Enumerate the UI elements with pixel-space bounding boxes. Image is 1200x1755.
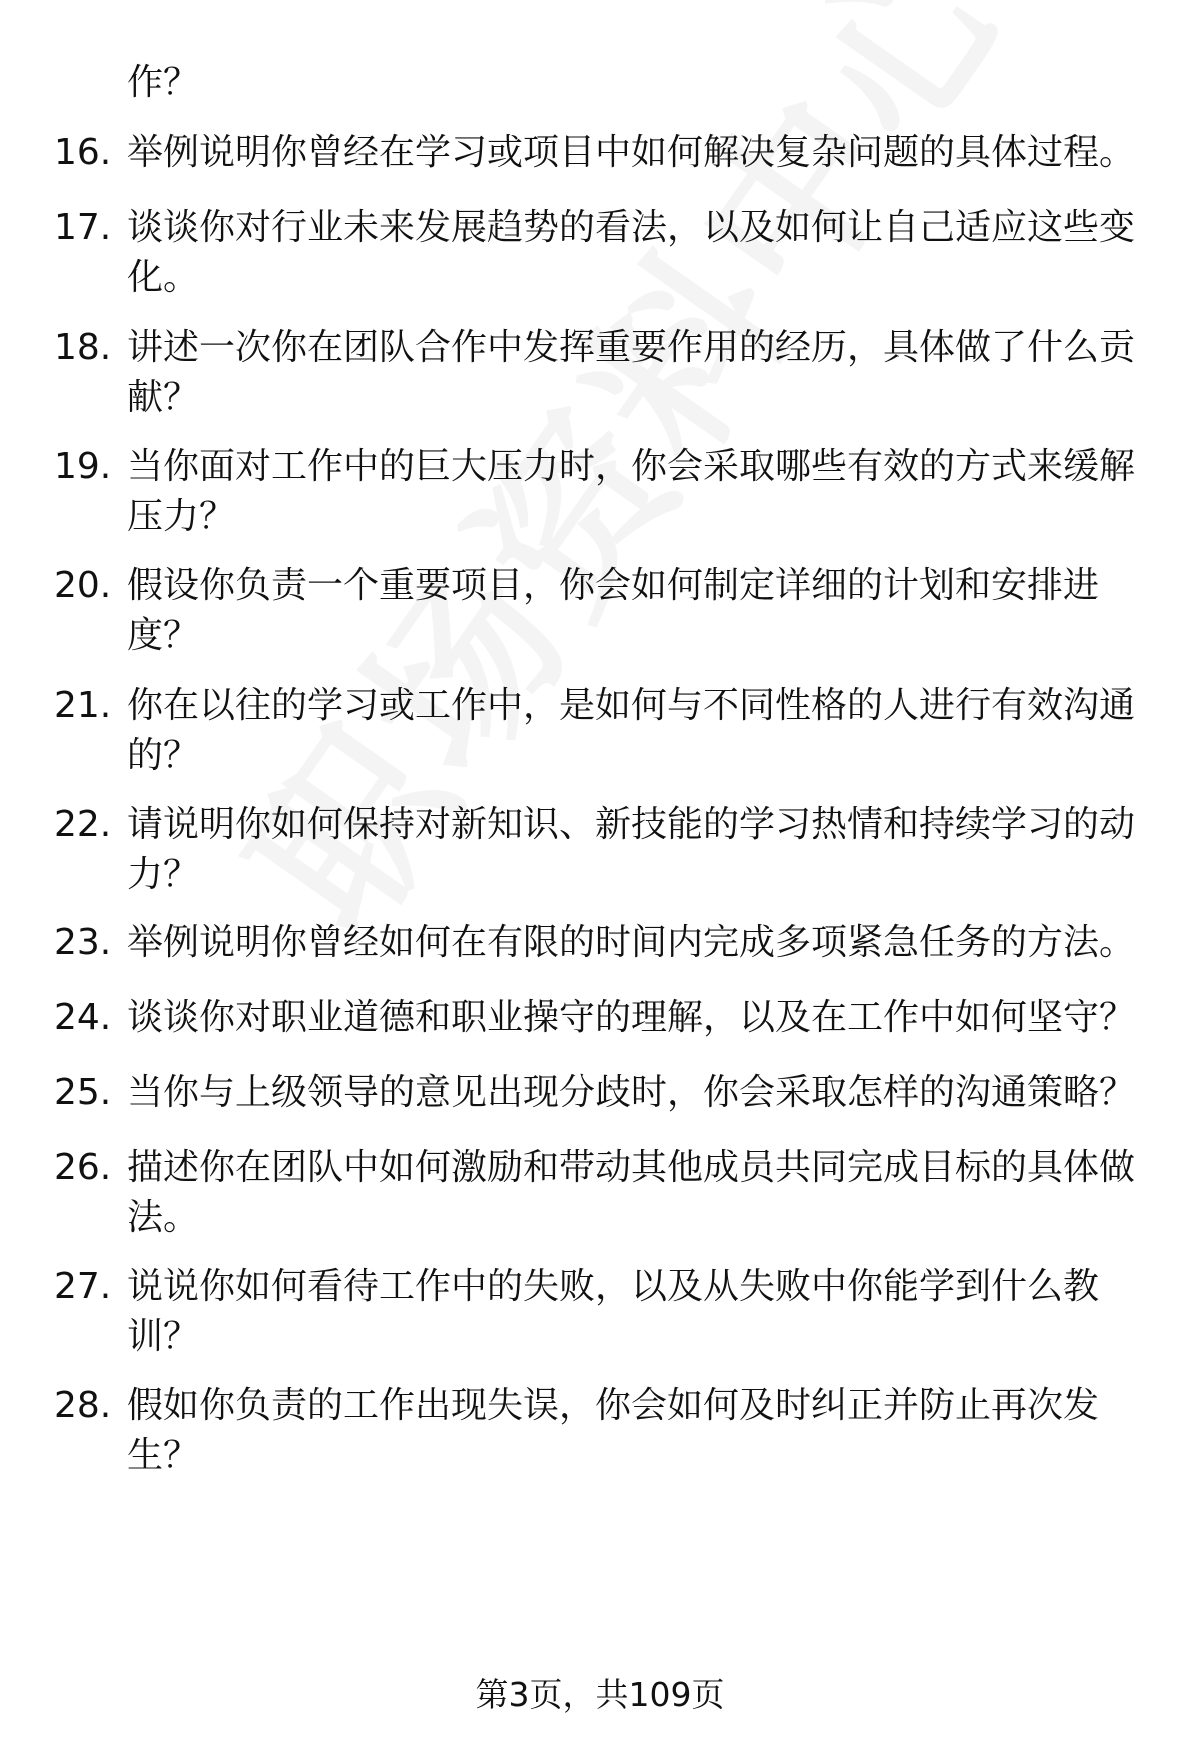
question-number: 22. xyxy=(54,804,112,845)
question-text: 描述你在团队中如何激励和带动其他成员共同完成目标的具体做法。 xyxy=(127,1147,1136,1238)
question-text: 请说明你如何保持对新知识、新技能的学习热情和持续学习的动力？ xyxy=(127,804,1136,895)
question-text: 当你与上级领导的意见出现分歧时，你会采取怎样的沟通策略？ xyxy=(127,1072,1136,1113)
question-text: 说说你如何看待工作中的失败，以及从失败中你能学到什么教训？ xyxy=(127,1266,1100,1357)
question-number: 17. xyxy=(54,207,112,248)
question-text: 假设你负责一个重要项目，你会如何制定详细的计划和安排进度？ xyxy=(127,565,1100,656)
question-number: 19. xyxy=(54,446,112,487)
question-text: 举例说明你曾经如何在有限的时间内完成多项紧急任务的方法。 xyxy=(127,922,1136,963)
question-number: 18. xyxy=(54,327,112,368)
question-number: 21. xyxy=(54,685,112,726)
question-text: 谈谈你对职业道德和职业操守的理解，以及在工作中如何坚守？ xyxy=(127,997,1136,1038)
question-number: 26. xyxy=(54,1147,112,1188)
question-number: 16. xyxy=(54,132,112,173)
question-number: 27. xyxy=(54,1266,112,1307)
question-number: 20. xyxy=(54,565,112,606)
question-text: 举例说明你曾经在学习或项目中如何解决复杂问题的具体过程。 xyxy=(127,132,1136,173)
question-text: 谈谈你对行业未来发展趋势的看法，以及如何让自己适应这些变化。 xyxy=(127,207,1136,298)
question-number: 25. xyxy=(54,1072,112,1113)
continuation-text: 作？ xyxy=(127,62,200,103)
question-text: 假如你负责的工作出现失误，你会如何及时纠正并防止再次发生？ xyxy=(127,1385,1100,1476)
question-text: 讲述一次你在团队合作中发挥重要作用的经历，具体做了什么贡献？ xyxy=(127,327,1136,418)
question-number: 23. xyxy=(54,922,112,963)
question-text: 当你面对工作中的巨大压力时，你会采取哪些有效的方式来缓解压力？ xyxy=(127,446,1136,537)
question-number: 28. xyxy=(54,1385,112,1426)
page-footer: 第3页，共109页 xyxy=(475,1675,725,1714)
question-text: 你在以往的学习或工作中，是如何与不同性格的人进行有效沟通的？ xyxy=(127,685,1136,776)
question-number: 24. xyxy=(54,997,112,1038)
